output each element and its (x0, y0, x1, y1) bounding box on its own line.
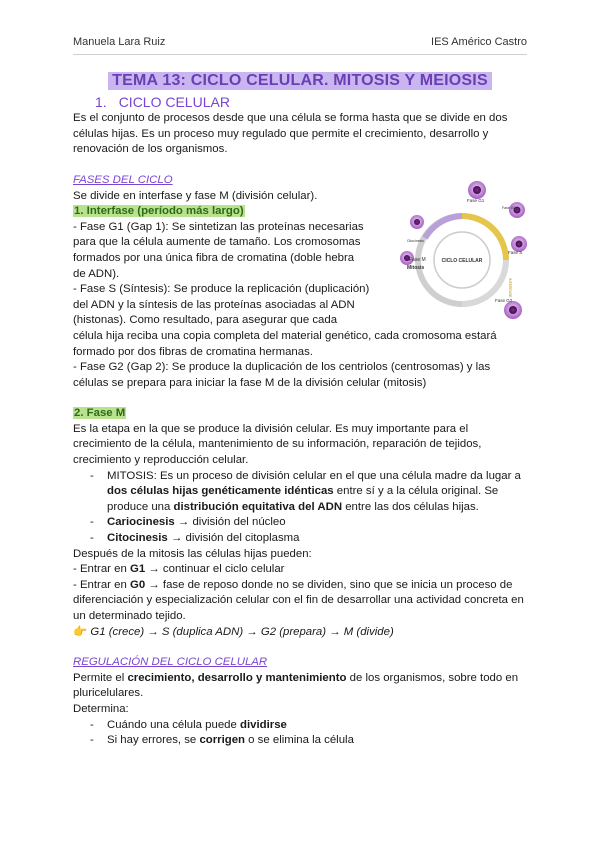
list-item: - Cuándo una célula puede dividirse (107, 718, 527, 734)
list-item: - Si hay errores, se corrigen o se elimina la célula (107, 733, 527, 749)
document-body (73, 72, 527, 749)
summary-line: 👉 G1 (crece) → S (duplica ADN) → G2 (prepara) → M (divide) (73, 625, 394, 638)
mitosis-label: Mitosis (407, 265, 425, 271)
s-line-4: célula hija reciba una copia completa del material genético, cada cromosoma estará formado por dos fibras de cromatina hermanas. (73, 329, 497, 358)
interfase-label: INTERFASE (508, 278, 512, 298)
g1-line-2: para que la célula aumente de tamaño. Los cromosomas (73, 236, 361, 249)
header-author: Manuela Lara Ruiz (73, 36, 166, 48)
despues-text: Después de la mitosis las células hijas pueden: (73, 547, 312, 560)
fase-m-heading: 2. Fase M (74, 407, 126, 420)
intro-paragraph: Es el conjunto de procesos desde que una célula se forma hasta que se divide en dos células hijas. Es un proceso muy regulado que permite el crecimiento, desarrollo y renovación de los organismos. (73, 112, 508, 156)
g1-line-4: de ADN). (73, 267, 120, 280)
phase-g2-label: Fase G2 (495, 298, 513, 303)
entrar-g0: - Entrar en G0 → fase de reposo donde no se dividen, sino que se inicia un proceso de diferenciación y especialización celular con el fin de desarrollar una actividad concreta en un determinado tejido. (73, 578, 524, 622)
regulacion-heading: REGULACIÓN DEL CICLO CELULAR (73, 656, 268, 669)
list-item: - Citocinesis → división del citoplasma (107, 531, 527, 547)
s-line-2: del ADN y la síntesis de las proteínas asociadas al ADN (73, 298, 355, 311)
fases-heading: FASES DEL CICLO (73, 173, 173, 186)
list-item: - MITOSIS: Es un proceso de división celular en el que una célula madre da lugar a dos células hijas genéticamente idénticas entre sí y a la célula original. Se produce una distribución equitativa del ADN entre las dos células hijas. (107, 469, 527, 516)
header-divider (73, 54, 527, 55)
g2-paragraph: - Fase G2 (Gap 2): Se produce la duplicación de los centriolos (centrosomas) y las células se prepara para iniciar la fase M de la división celular (mitosis) (73, 361, 491, 389)
entrar-g1: - Entrar en G1 → continuar el ciclo celular (73, 563, 285, 576)
phase-m-label: Fase M (409, 257, 426, 263)
mitosis-list (73, 469, 527, 547)
interfase-heading: 1. Interfase (período más largo) (74, 205, 244, 218)
citocinesis-label: Citocinesis (407, 239, 424, 243)
phase-g1-label: Fase G1 (467, 198, 485, 203)
pointing-hand-icon: 👉 (73, 625, 88, 638)
fases-intro: Se divide en interfase y fase M (división celular). (73, 189, 318, 202)
section-number: 1. (95, 93, 107, 110)
header-school: IES Américo Castro (431, 36, 527, 48)
list-item: - Cariocinesis → división del núcleo (107, 515, 527, 531)
determina-list (73, 718, 527, 749)
diagram-center-label: CICLO CELULAR (441, 258, 483, 264)
fase-m-paragraph: Es la etapa en la que se produce la división celular. Es muy importante para el crecimiento de la célula, mantenimiento de su información, reparación de tejidos, crecimiento y reproducción celular. (73, 422, 482, 467)
g1-line-1: - Fase G1 (Gap 1): Se sintetizan las proteínas necesarias (73, 220, 364, 233)
section-label: CICLO CELULAR (118, 93, 230, 110)
phase-s-label: Fase S (508, 250, 523, 255)
s-line-3: (histonas). Como resultado, para asegurar que cada (73, 314, 338, 327)
determina-label: Determina: (73, 702, 129, 715)
regulacion-paragraph: Permite el crecimiento, desarrollo y mantenimiento de los organismos, sobre todo en pluricelulares. (73, 671, 519, 700)
section-heading-ciclo (95, 95, 527, 111)
phase-g0-label: Fase G0 (502, 206, 516, 210)
page-title: TEMA 13: CICLO CELULAR. MITOSIS Y MEIOSIS (108, 72, 492, 90)
g1-line-3: formados por una única fibra de cromatina (doble hebra (73, 251, 355, 264)
s-line-1: - Fase S (Síntesis): Se produce la replicación (duplicación) (73, 283, 370, 296)
